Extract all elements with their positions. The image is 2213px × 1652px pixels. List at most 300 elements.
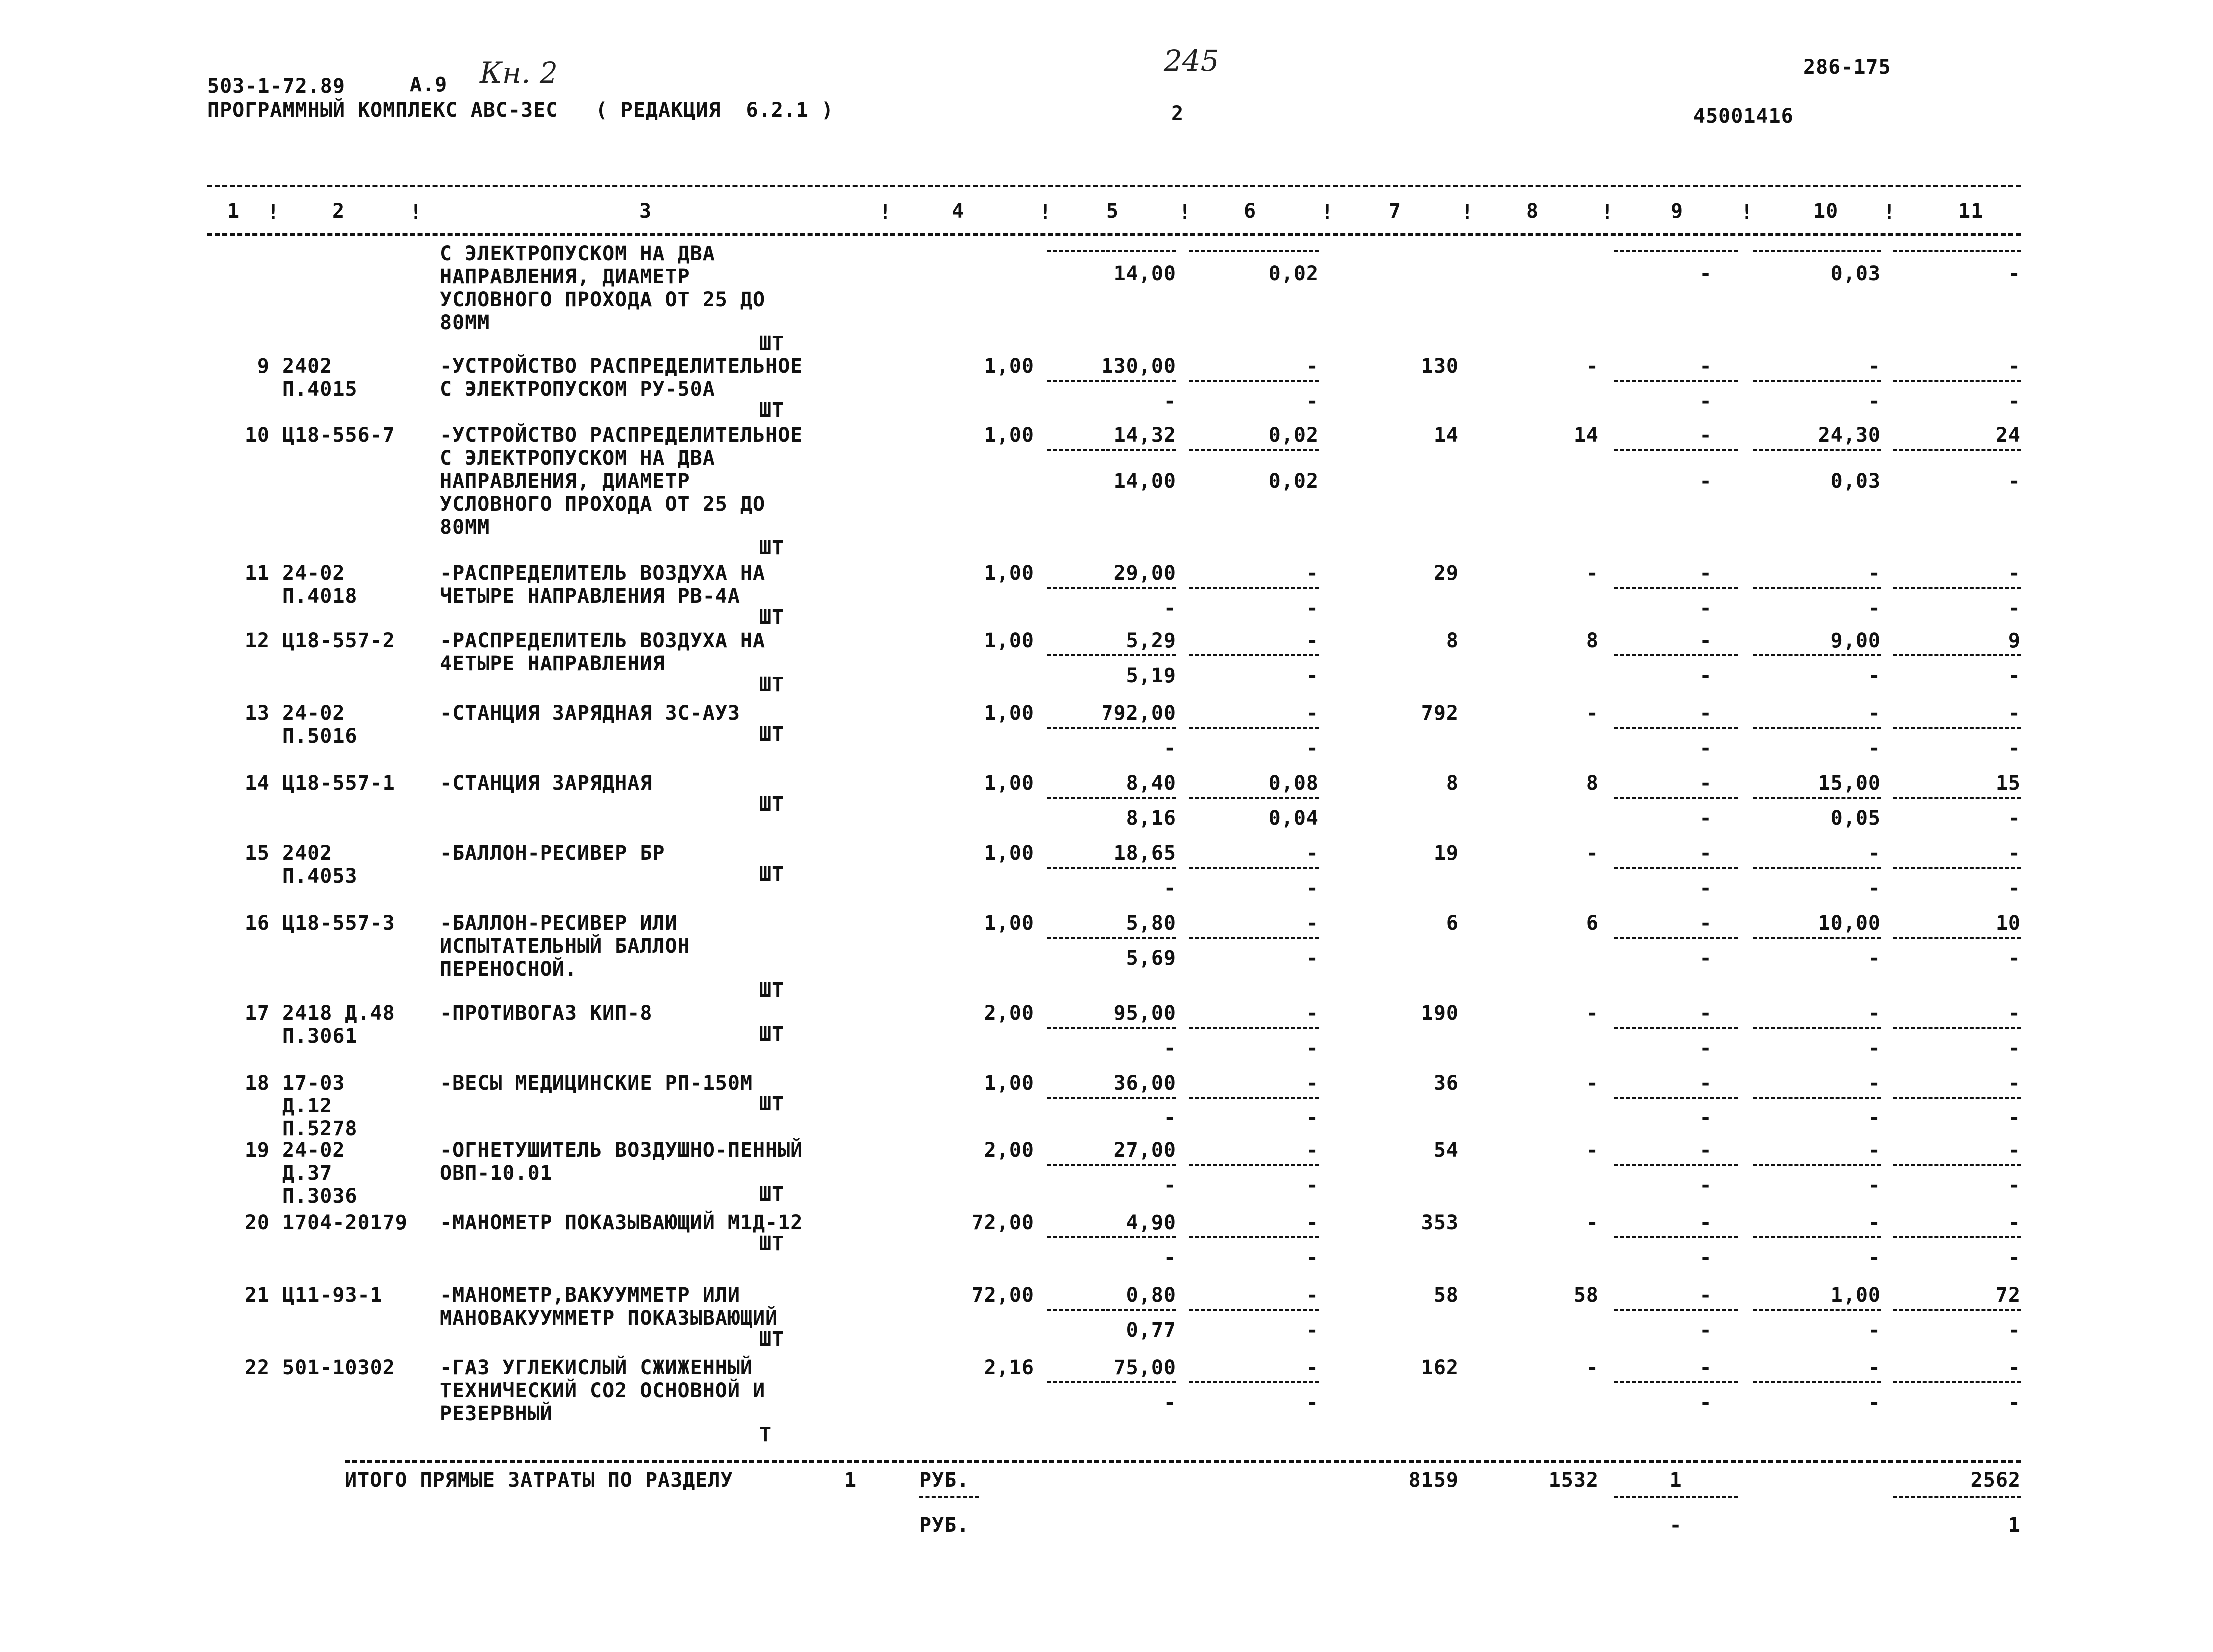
row-code: Ц18-557-2: [282, 629, 395, 652]
row-description: -БАЛЛОН-РЕСИВЕР ИЛИ: [440, 912, 678, 935]
row-value-c10: -: [1868, 562, 1881, 585]
row2-value-c9: -: [1699, 947, 1712, 970]
currency-rule: [919, 1496, 979, 1498]
row-code: Ц11-93-1: [282, 1284, 383, 1307]
row-value-c10: -: [1868, 702, 1881, 725]
row-unit: ШТ: [759, 1328, 785, 1351]
row-divider-c10: [1753, 1097, 1881, 1099]
row-number: 13: [244, 702, 270, 725]
row2-value-c6: 0,02: [1268, 262, 1319, 285]
row-number: 18: [244, 1072, 270, 1095]
table-top-rule: [207, 185, 2021, 187]
row-divider-c11: [1893, 727, 2021, 729]
row-divider-c11: [1893, 797, 2021, 799]
row2-value-c11: -: [2008, 664, 2021, 687]
row-divider-c6: [1189, 449, 1319, 451]
row-value-c8: -: [1586, 1356, 1599, 1379]
row2-value-c11: -: [2008, 390, 2021, 413]
column-header-2: 2: [332, 200, 345, 223]
row2-value-c9: -: [1699, 737, 1712, 760]
row2-value-c10: 0,03: [1830, 470, 1881, 493]
row2-value-c11: -: [2008, 877, 2021, 900]
row-divider-c5: [1047, 1097, 1176, 1099]
row-value-c11: -: [2008, 1139, 2021, 1162]
row-divider-c9: [1614, 1164, 1738, 1166]
row-value-c4: 72,00: [971, 1211, 1034, 1234]
row-divider-c5: [1047, 797, 1176, 799]
row-value-c8: -: [1586, 842, 1599, 865]
row-value-c5: 792,00: [1101, 702, 1176, 725]
column-separator: !: [1321, 201, 1334, 224]
row-value-c9: -: [1699, 1284, 1712, 1307]
row-divider-c10: [1753, 449, 1881, 451]
row-number: 19: [244, 1139, 270, 1162]
row-value-c6: 0,02: [1268, 424, 1319, 447]
row-divider-c9: [1614, 1097, 1738, 1099]
row-description: -СТАНЦИЯ ЗАРЯДНАЯ: [440, 772, 653, 795]
row-value-c11: -: [2008, 842, 2021, 865]
row2-value-c11: -: [2008, 1246, 2021, 1269]
row2-value-c5: 8,16: [1126, 807, 1176, 830]
row-value-c7: 130: [1421, 355, 1459, 378]
row-value-c7: 190: [1421, 1002, 1459, 1025]
row-description: ОВП-10.01: [440, 1162, 553, 1185]
row-value-c6: -: [1306, 1356, 1319, 1379]
row-divider-c9: [1614, 380, 1738, 382]
row2-value-c6: 0,04: [1268, 807, 1319, 830]
row-description: -МАНОМЕТР ПОКАЗЫВАЮЩИЙ М1Д-12: [440, 1211, 803, 1234]
row-description: -СТАНЦИЯ ЗАРЯДНАЯ ЗС-АУЗ: [440, 702, 740, 725]
row-value-c6: -: [1306, 1002, 1319, 1025]
row-value-c9: -: [1699, 629, 1712, 652]
row-divider-c5: [1047, 587, 1176, 589]
row2-value-c11: -: [2008, 597, 2021, 620]
column-header-4: 4: [952, 200, 965, 223]
row-value-c8: -: [1586, 702, 1599, 725]
row-code: 24-02: [282, 702, 345, 725]
row-value-c5: 27,00: [1113, 1139, 1176, 1162]
column-separator: !: [267, 201, 280, 224]
row2-value-c11: -: [2008, 470, 2021, 493]
row-value-c6: -: [1306, 1211, 1319, 1234]
row-value-c10: -: [1868, 1211, 1881, 1234]
row-value-c8: 8: [1586, 629, 1599, 652]
row-number: 21: [244, 1284, 270, 1307]
row-value-c7: 162: [1421, 1356, 1459, 1379]
row-value-c5: 4,90: [1126, 1211, 1176, 1234]
row-divider-c10: [1753, 1164, 1881, 1166]
row-value-c11: -: [2008, 1211, 2021, 1234]
row-value-c9: -: [1699, 1139, 1712, 1162]
row-number: 12: [244, 629, 270, 652]
page-number-handwritten: 245: [1164, 44, 1219, 78]
row-divider-c10: [1753, 797, 1881, 799]
row-divider-c5: [1047, 250, 1176, 252]
column-header-8: 8: [1526, 200, 1539, 223]
row-value-c4: 1,00: [984, 772, 1034, 795]
row2-value-c6: -: [1306, 877, 1319, 900]
row-divider-c6: [1189, 1236, 1319, 1238]
row-number: 15: [244, 842, 270, 865]
row-number: 20: [244, 1211, 270, 1234]
row-value-c6: -: [1306, 1139, 1319, 1162]
row-value-c5: 18,65: [1113, 842, 1176, 865]
row2-value-c5: -: [1163, 1391, 1176, 1414]
row-description: -БАЛЛОН-РЕСИВЕР БР: [440, 842, 665, 865]
row2-value-c5: -: [1163, 1106, 1176, 1129]
row-divider-c6: [1189, 1097, 1319, 1099]
row-value-c10: 1,00: [1830, 1284, 1881, 1307]
row-divider-c6: [1189, 867, 1319, 869]
row-value-c4: 1,00: [984, 629, 1034, 652]
row-unit: ШТ: [759, 1093, 785, 1115]
row-code: 2402: [282, 355, 333, 378]
row-description: -ГАЗ УГЛЕКИСЛЫЙ СЖИЖЕННЫЙ: [440, 1356, 753, 1379]
row-divider-c10: [1753, 380, 1881, 382]
row-value-c6: -: [1306, 702, 1319, 725]
row-divider-c5: [1047, 1164, 1176, 1166]
row2-value-c6: -: [1306, 664, 1319, 687]
row-value-c7: 29: [1433, 562, 1459, 585]
column-header-1: 1: [227, 200, 240, 223]
row-value-c9: -: [1699, 912, 1712, 935]
row-value-c6: -: [1306, 355, 1319, 378]
row-divider-c11: [1893, 250, 2021, 252]
column-header-11: 11: [1958, 200, 1984, 223]
row2-value-c5: -: [1163, 1246, 1176, 1269]
row2-value-c10: -: [1868, 390, 1881, 413]
row-value-c7: 58: [1433, 1284, 1459, 1307]
row-value-c4: 2,16: [984, 1356, 1034, 1379]
row-code: П.4018: [282, 585, 358, 608]
row-value-c8: -: [1586, 355, 1599, 378]
row-divider-c9: [1614, 1381, 1738, 1383]
book-handwritten: Кн. 2: [480, 56, 558, 90]
row-value-c10: 9,00: [1830, 629, 1881, 652]
row-divider-c6: [1189, 937, 1319, 939]
row-value-c6: 0,08: [1268, 772, 1319, 795]
row-unit: ШТ: [759, 793, 785, 816]
row-value-c5: 130,00: [1101, 355, 1176, 378]
row2-value-c11: -: [2008, 737, 2021, 760]
row2-value-c9: -: [1699, 1037, 1712, 1060]
row-divider-c5: [1047, 1027, 1176, 1029]
row-divider-c6: [1189, 1381, 1319, 1383]
row-code: 24-02: [282, 1139, 345, 1162]
row-divider-c10: [1753, 654, 1881, 656]
row-description: МАНОВАКУУММЕТР ПОКАЗЫВАЮЩИЙ: [440, 1307, 778, 1330]
row-value-c9: -: [1699, 772, 1712, 795]
row2-value-c11: -: [2008, 262, 2021, 285]
row-code: 2402: [282, 842, 333, 865]
row-divider-c11: [1893, 867, 2021, 869]
doc-code: 503-1-72.89: [207, 75, 345, 98]
row-value-c5: 29,00: [1113, 562, 1176, 585]
row2-value-c10: -: [1868, 664, 1881, 687]
row-code: П.3061: [282, 1025, 358, 1048]
row-divider-c11: [1893, 1309, 2021, 1311]
row2-value-c9: -: [1699, 1246, 1712, 1269]
row-value-c4: 1,00: [984, 842, 1034, 865]
row-value-c10: -: [1868, 842, 1881, 865]
row-divider-c10: [1753, 937, 1881, 939]
row-value-c4: 2,00: [984, 1139, 1034, 1162]
row2-value-c5: 14,00: [1113, 470, 1176, 493]
row-value-c11: -: [2008, 1072, 2021, 1095]
row-divider-c11: [1893, 587, 2021, 589]
row-value-c9: -: [1699, 842, 1712, 865]
row-divider-c9: [1614, 654, 1738, 656]
row-description: -РАСПРЕДЕЛИТЕЛЬ ВОЗДУХА НА: [440, 629, 766, 652]
row2-value-c10: -: [1868, 597, 1881, 620]
row-value-c7: 8: [1446, 629, 1459, 652]
row-value-c7: 54: [1433, 1139, 1459, 1162]
row2-value-c10: -: [1868, 737, 1881, 760]
row-divider-c6: [1189, 797, 1319, 799]
row-value-c4: 1,00: [984, 562, 1034, 585]
row-description: С ЭЛЕКТРОПУСКОМ НА ДВА: [440, 242, 715, 265]
row-value-c11: -: [2008, 702, 2021, 725]
row-value-c10: -: [1868, 1002, 1881, 1025]
row-divider-c9: [1614, 1236, 1738, 1238]
row2-value-c6: -: [1306, 1037, 1319, 1060]
row-value-c9: -: [1699, 1072, 1712, 1095]
row-code: П.4015: [282, 378, 358, 401]
row-value-c7: 36: [1433, 1072, 1459, 1095]
row-value-c10: -: [1868, 1072, 1881, 1095]
row-value-c10: 24,30: [1818, 424, 1881, 447]
row-value-c5: 14,32: [1113, 424, 1176, 447]
row-value-c11: 15: [1995, 772, 2021, 795]
row2-value-c9: -: [1699, 470, 1712, 493]
row-divider-c11: [1893, 380, 2021, 382]
row-description: ПЕРЕНОСНОЙ.: [440, 958, 577, 981]
row-divider-c6: [1189, 587, 1319, 589]
row-number: 17: [244, 1002, 270, 1025]
row-divider-c5: [1047, 867, 1176, 869]
row-unit: ШТ: [759, 399, 785, 422]
row2-value-c6: -: [1306, 1174, 1319, 1197]
row-description: -РАСПРЕДЕЛИТЕЛЬ ВОЗДУХА НА: [440, 562, 766, 585]
row-divider-c9: [1614, 250, 1738, 252]
row-divider-c9: [1614, 449, 1738, 451]
row-value-c10: 10,00: [1818, 912, 1881, 935]
row-value-c5: 95,00: [1113, 1002, 1176, 1025]
row-value-c8: -: [1586, 1139, 1599, 1162]
row2-value-c6: -: [1306, 597, 1319, 620]
totals-col11-rule: [1893, 1496, 2021, 1498]
row-divider-c10: [1753, 587, 1881, 589]
row-value-c9: -: [1699, 1002, 1712, 1025]
row2-value-c6: -: [1306, 1391, 1319, 1414]
row-value-c5: 5,29: [1126, 629, 1176, 652]
document-id: 45001416: [1693, 105, 1794, 128]
row-value-c7: 14: [1433, 424, 1459, 447]
row-value-c4: 72,00: [971, 1284, 1034, 1307]
row-value-c4: 1,00: [984, 355, 1034, 378]
row2-value-c9: -: [1699, 1319, 1712, 1342]
row-description: С ЭЛЕКТРОПУСКОМ РУ-50А: [440, 378, 715, 401]
row2-value-c5: -: [1163, 1174, 1176, 1197]
row-value-c11: -: [2008, 355, 2021, 378]
row-value-c7: 19: [1433, 842, 1459, 865]
totals-currency-2: РУБ.: [919, 1514, 970, 1537]
column-separator: !: [1461, 201, 1474, 224]
row-divider-c10: [1753, 1236, 1881, 1238]
program-title: ПРОГРАММНЫЙ КОМПЛЕКС АВС-3ЕС ( РЕДАКЦИЯ 6.2.1 ): [207, 99, 834, 122]
row2-value-c9: -: [1699, 1174, 1712, 1197]
row-number: 9: [257, 355, 270, 378]
row-unit: ШТ: [759, 1232, 785, 1255]
row-unit: ШТ: [759, 1023, 785, 1046]
row-value-c4: 1,00: [984, 702, 1034, 725]
row-divider-c5: [1047, 449, 1176, 451]
column-separator: !: [410, 201, 423, 224]
row-unit: ШТ: [759, 537, 785, 559]
row2-value-c6: -: [1306, 1106, 1319, 1129]
row-code: П.5278: [282, 1117, 358, 1140]
row-divider-c9: [1614, 1027, 1738, 1029]
row-code: 501-10302: [282, 1356, 395, 1379]
row-divider-c9: [1614, 1309, 1738, 1311]
column-separator: !: [879, 201, 892, 224]
row-divider-c5: [1047, 727, 1176, 729]
row2-value-c10: -: [1868, 1391, 1881, 1414]
row2-value-c9: -: [1699, 807, 1712, 830]
row-divider-c5: [1047, 1236, 1176, 1238]
row-divider-c9: [1614, 587, 1738, 589]
row-description: РЕЗЕРВНЫЙ: [440, 1402, 553, 1425]
row-value-c5: 5,80: [1126, 912, 1176, 935]
row-divider-c11: [1893, 449, 2021, 451]
row-unit: ШТ: [759, 332, 785, 355]
row-divider-c10: [1753, 1027, 1881, 1029]
sheet-number: 2: [1171, 102, 1184, 125]
row-unit: ШТ: [759, 673, 785, 696]
row-divider-c5: [1047, 654, 1176, 656]
row-value-c6: -: [1306, 562, 1319, 585]
row2-value-c11: -: [2008, 1391, 2021, 1414]
row-divider-c11: [1893, 1164, 2021, 1166]
row-description: С ЭЛЕКТРОПУСКОМ НА ДВА: [440, 447, 715, 470]
row2-value-c10: 0,05: [1830, 807, 1881, 830]
row-value-c6: -: [1306, 1072, 1319, 1095]
row-description: -ВЕСЫ МЕДИЦИНСКИЕ РП-150М: [440, 1072, 753, 1095]
column-header-9: 9: [1671, 200, 1684, 223]
row-description: ИСПЫТАТЕЛЬНЫЙ БАЛЛОН: [440, 935, 690, 958]
row-number: 11: [244, 562, 270, 585]
row-number: 16: [244, 912, 270, 935]
top-right-code: 286-175: [1803, 56, 1891, 79]
row-value-c9: -: [1699, 424, 1712, 447]
row2-value-c9: -: [1699, 390, 1712, 413]
row-value-c11: 72: [1995, 1284, 2021, 1307]
column-header-10: 10: [1813, 200, 1839, 223]
row-value-c11: 9: [2008, 629, 2021, 652]
row-divider-c10: [1753, 727, 1881, 729]
totals-col9: 1: [1669, 1469, 1682, 1492]
row-divider-c6: [1189, 1164, 1319, 1166]
row-code: Д.37: [282, 1162, 333, 1185]
row-code: 1704-20179: [282, 1211, 408, 1234]
row2-value-c6: -: [1306, 1246, 1319, 1269]
row-unit: ШТ: [759, 606, 785, 629]
row-unit: ШТ: [759, 1183, 785, 1206]
row-code: 24-02: [282, 562, 345, 585]
row-divider-c9: [1614, 797, 1738, 799]
row-description: -ПРОТИВОГАЗ КИП-8: [440, 1002, 653, 1025]
row-unit: Т: [759, 1423, 772, 1446]
row-divider-c5: [1047, 1309, 1176, 1311]
row-description: 80ММ: [440, 516, 490, 539]
column-header-6: 6: [1244, 200, 1257, 223]
row-value-c10: -: [1868, 1356, 1881, 1379]
row-value-c4: 1,00: [984, 912, 1034, 935]
row-divider-c9: [1614, 727, 1738, 729]
column-header-3: 3: [639, 200, 652, 223]
row-divider-c11: [1893, 1236, 2021, 1238]
row2-value-c5: -: [1163, 390, 1176, 413]
row-value-c6: -: [1306, 842, 1319, 865]
column-separator: !: [1179, 201, 1192, 224]
row-unit: ШТ: [759, 863, 785, 886]
row-code: Ц18-557-1: [282, 772, 395, 795]
row-description: -УСТРОЙСТВО РАСПРЕДЕЛИТЕЛЬНОЕ: [440, 424, 803, 447]
row-divider-c6: [1189, 380, 1319, 382]
row2-value-c10: -: [1868, 1106, 1881, 1129]
row2-value-c11: -: [2008, 1319, 2021, 1342]
row-value-c8: -: [1586, 1072, 1599, 1095]
totals-row2-col11: 1: [2008, 1514, 2021, 1537]
row-value-c9: -: [1699, 1211, 1712, 1234]
row2-value-c5: 0,77: [1126, 1319, 1176, 1342]
row-value-c4: 1,00: [984, 424, 1034, 447]
row2-value-c6: -: [1306, 390, 1319, 413]
row2-value-c6: 0,02: [1268, 470, 1319, 493]
row2-value-c11: -: [2008, 1174, 2021, 1197]
row2-value-c5: 5,69: [1126, 947, 1176, 970]
row-value-c11: -: [2008, 562, 2021, 585]
row-divider-c5: [1047, 937, 1176, 939]
row2-value-c5: 14,00: [1113, 262, 1176, 285]
row-unit: ШТ: [759, 979, 785, 1002]
column-header-7: 7: [1389, 200, 1402, 223]
row-value-c10: -: [1868, 355, 1881, 378]
row-value-c4: 2,00: [984, 1002, 1034, 1025]
row-description: 4ЕТЫРЕ НАПРАВЛЕНИЯ: [440, 652, 665, 675]
row-divider-c11: [1893, 654, 2021, 656]
row-divider-c6: [1189, 1027, 1319, 1029]
totals-col8: 1532: [1548, 1469, 1599, 1492]
row2-value-c5: -: [1163, 1037, 1176, 1060]
row2-value-c10: -: [1868, 1174, 1881, 1197]
row-code: 17-03: [282, 1072, 345, 1095]
row-divider-c11: [1893, 937, 2021, 939]
row-code: 2418 Д.48: [282, 1002, 395, 1025]
row-description: УСЛОВНОГО ПРОХОДА ОТ 25 ДО: [440, 288, 766, 311]
row-divider-c6: [1189, 250, 1319, 252]
row-divider-c5: [1047, 1381, 1176, 1383]
row-description: -УСТРОЙСТВО РАСПРЕДЕЛИТЕЛЬНОЕ: [440, 355, 803, 378]
row-code: П.3036: [282, 1185, 358, 1208]
row-divider-c6: [1189, 727, 1319, 729]
row-description: НАПРАВЛЕНИЯ, ДИАМЕТР: [440, 470, 690, 493]
row2-value-c10: -: [1868, 1319, 1881, 1342]
row2-value-c11: -: [2008, 807, 2021, 830]
totals-col9-rule: [1614, 1496, 1738, 1498]
row2-value-c10: -: [1868, 877, 1881, 900]
column-separator: !: [1741, 201, 1754, 224]
